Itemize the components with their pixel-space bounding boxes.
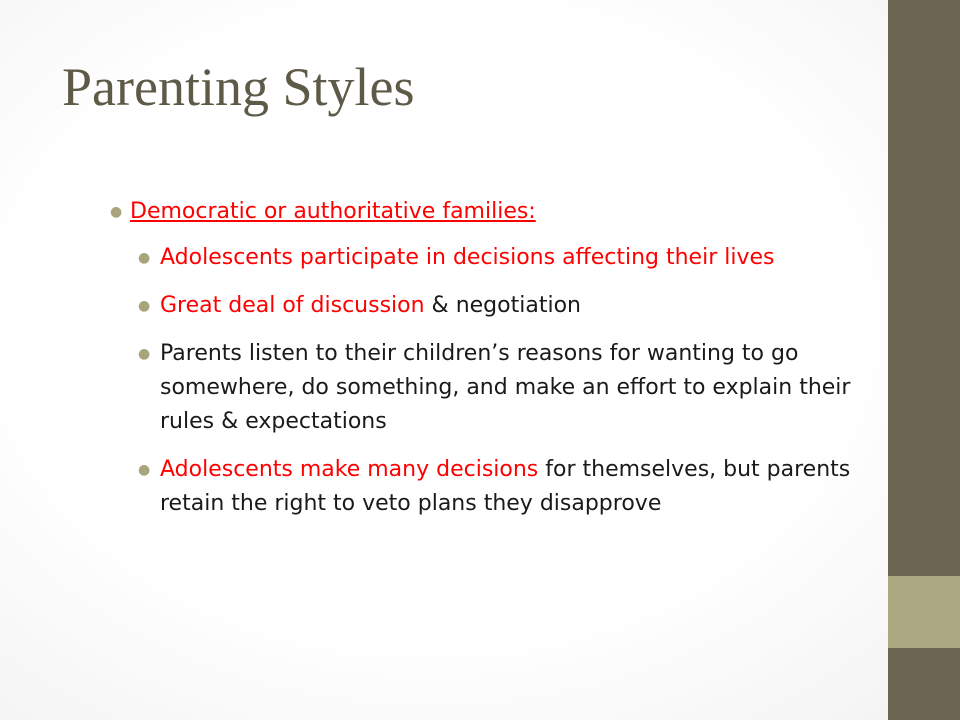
bullet-icon: ● <box>138 250 151 266</box>
list-item <box>110 241 880 275</box>
bullet-icon: ● <box>138 462 151 478</box>
sidebar-band <box>888 576 960 648</box>
list-item <box>110 337 880 439</box>
bullet-red-text: Adolescents participate in decisions affecting their lives <box>160 245 775 270</box>
heading-bullet-text: Democratic or authoritative families: <box>130 199 536 224</box>
bullet-text: Parents listen to their children’s reasons for wanting to go somewhere, do something, and make an effort to explain their rules & expectations <box>160 341 851 434</box>
bullet-text: & negotiation <box>424 293 581 318</box>
bullet-red-text: Adolescents make many decisions <box>160 457 539 482</box>
bullet-list <box>110 195 880 535</box>
list-item <box>110 453 880 521</box>
bullet-red-text: Great deal of discussion <box>160 293 425 318</box>
slide-title: Parenting Styles <box>62 57 415 117</box>
bullet-icon: ● <box>110 204 123 220</box>
bullet-text: for themselves, but parents retain the right to veto plans they disapprove <box>160 457 851 516</box>
bullet-icon: ● <box>138 346 151 362</box>
bullet-icon: ● <box>138 298 151 314</box>
list-item-heading <box>110 195 880 229</box>
list-item <box>110 289 880 323</box>
